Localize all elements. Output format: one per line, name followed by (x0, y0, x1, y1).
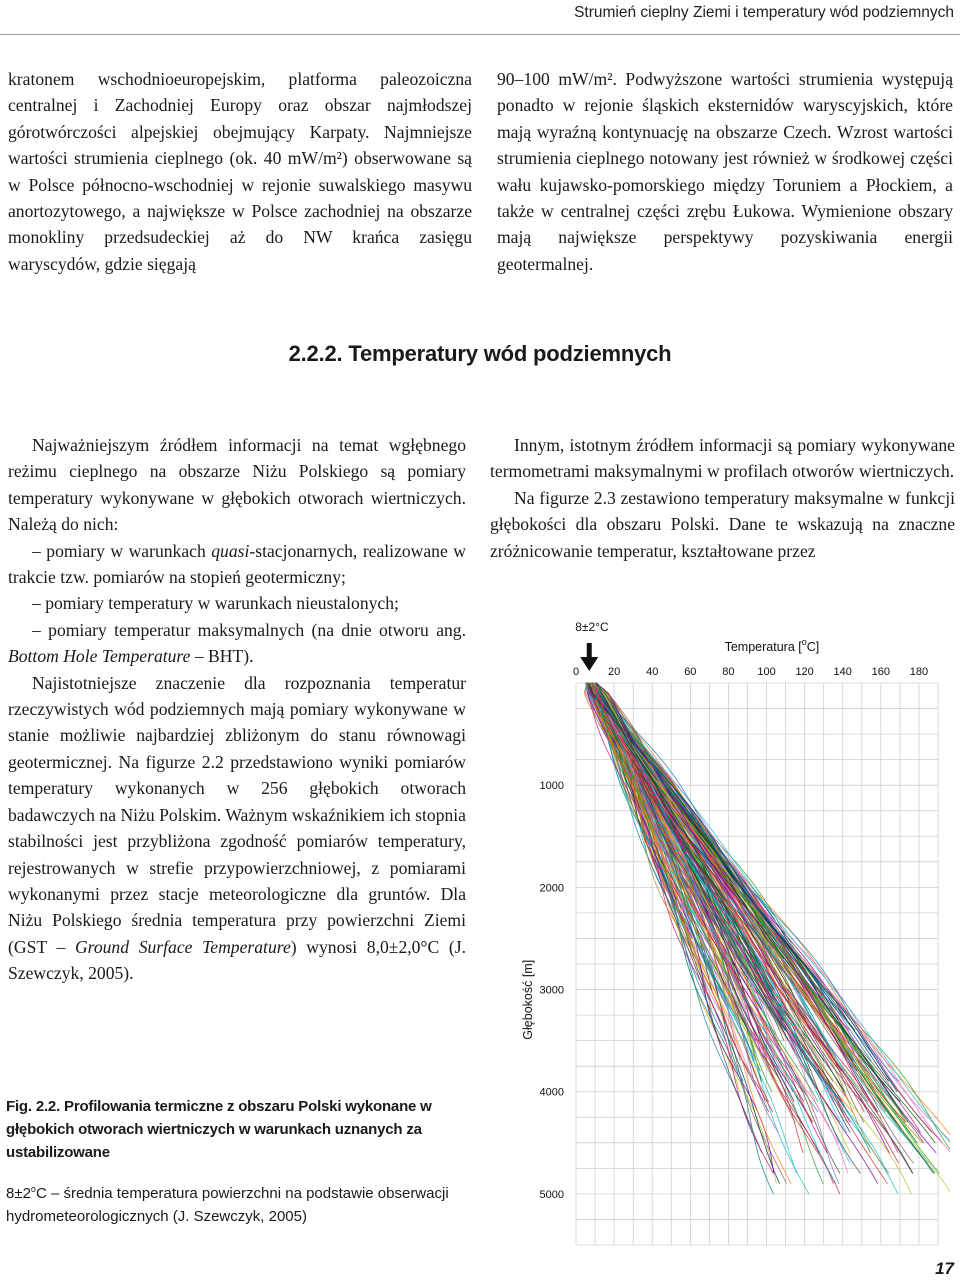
top-right-paragraph: 90–100 mW/m². Podwyższone wartości strumienia występują ponadto w rejonie śląskich eksternidów waryscyjskich, które mają wyraźną kontynuację na obszarze Czech. Wzrost wartości strumienia cieplnego notowany jest również w środkowej części wału kujawsko-pomorskiego między Toruniem a Płockiem, a także w centralnej części zrębu Łukowa. Wymienione obszary mają największe perspektywy pozyskiwania energii geotermalnej. (497, 69, 953, 274)
x-tick-label: 20 (607, 666, 621, 678)
left-column (8, 432, 466, 987)
x-tick-label: 0 (572, 666, 580, 678)
right-column (490, 432, 955, 564)
top-left-column (8, 66, 472, 277)
marker-arrow-shaft (587, 643, 592, 659)
y-axis-label: Głębokość [m] (521, 959, 535, 1040)
caption-title: Fig. 2.2. Profilowania termiczne z obszaru Polski wykonane w głębokich otworach wiertniczych w warunkach uznanych za ustabilizowane (6, 1098, 432, 1161)
x-tick-label: 120 (795, 666, 814, 678)
figure-caption (6, 1095, 468, 1228)
marker-label: 8±2°C (575, 620, 609, 634)
marker-arrow-head (580, 657, 598, 671)
running-header-title: Strumień cieplny Ziemi i temperatury wód podziemnych (574, 4, 954, 21)
x-tick-label: 80 (722, 666, 735, 678)
section-heading: 2.2.2. Temperatury wód podziemnych (288, 341, 672, 366)
y-tick-label: 3000 (539, 984, 564, 997)
y-tick-label: 4000 (539, 1086, 564, 1099)
list-item: – pomiary temperatury w warunkach nieustalonych; (32, 593, 399, 614)
chart-svg (510, 615, 950, 1255)
x-tick-label: 140 (833, 666, 852, 678)
top-left-paragraph: kratonem wschodnioeuropejskim, platforma paleozoiczna centralnej i Zachodniej Europy oraz obszar najmłodszej górotwórczości alpejskiej obejmujący Karpaty. Najmniejsze wartości strumienia cieplnego (ok. 40 mW/m²) obserwowane są w Polsce północno-wschodniej w rejonie suwalskiego masywu anortozytowego, a największe w Polsce zachodniej na obszarze monokliny przedsudeckiej aż do NW krańca zasięgu waryscydów, gdzie sięgają (8, 69, 472, 274)
x-tick-label: 180 (909, 666, 929, 678)
x-tick-label: 160 (871, 666, 891, 678)
running-header (0, 0, 960, 35)
caption-note: $8\pm 2^oC$ – średnia temperatura powierzchni na podstawie obserwacji hydrometeorologicznych (J. Szewczyk, 2005) (6, 1184, 449, 1225)
x-tick-label: 60 (684, 666, 697, 678)
right-paragraph-1: Innym, istotnym źródłem informacji są pomiary wykonywane termometrami maksymalnymi w profilach otworów wiertniczych. (490, 435, 955, 482)
right-paragraph-2: Na figurze 2.3 zestawiono temperatury maksymalne w funkcji głębokości dla obszaru Polski. Dane te wskazują na znaczne zróżnicowanie temperatur, kształtowane przez (490, 487, 955, 561)
top-right-column (497, 66, 953, 277)
temperature-depth-chart (510, 615, 950, 1255)
list-item: – pomiary w warunkach quasi-stacjonarnych, realizowane w trakcie tzw. pomiarów na stopień geotermiczny; (8, 540, 466, 588)
left-paragraph-2: Najistotniejsze znaczenie dla rozpoznania temperatur rzeczywistych wód podziemnych mają pomiary wykonywane w stanie możliwie najbardziej zbliżonym do stanu równowagi geotermicznej. Na figurze 2.2 przedstawiono wyniki pomiarów temperatury wykonanych w 256 głębokich otworach badawczych na Niżu Polskim. Ważnym wskaźnikiem ich stopnia stabilności jest przybliżona zgodność pomiarów temperatury, rejestrowanych w strefie przypowierzchniowej, z pomiarami wykonanymi przez stacje meteorologiczne dla gruntów. Dla Niżu Polskiego średnia temperatura przy powierzchni Ziemi (GST – Ground Surface Temperature) wynosi 8,0±2,0°C (J. Szewczyk, 2005). (8, 672, 466, 984)
y-tick-label: 5000 (539, 1188, 564, 1201)
list-item: – pomiary temperatur maksymalnych (na dnie otworu ang. Bottom Hole Temperature – BHT). (8, 619, 466, 667)
page-number: 17 (935, 1259, 954, 1278)
left-paragraph-1: Najważniejszym źródłem informacji na temat wgłębnego reżimu cieplnego na obszarze Niżu Polskiego są pomiary temperatury wykonywane w głębokich otworach wiertniczych. Należą do nich: (8, 435, 466, 535)
x-axis-label: Temperatura [$^o$C] (724, 637, 820, 654)
y-tick-label: 1000 (539, 780, 564, 793)
y-tick-label: 2000 (539, 882, 564, 895)
x-tick-label: 100 (757, 666, 776, 678)
x-tick-label: 40 (646, 666, 659, 678)
